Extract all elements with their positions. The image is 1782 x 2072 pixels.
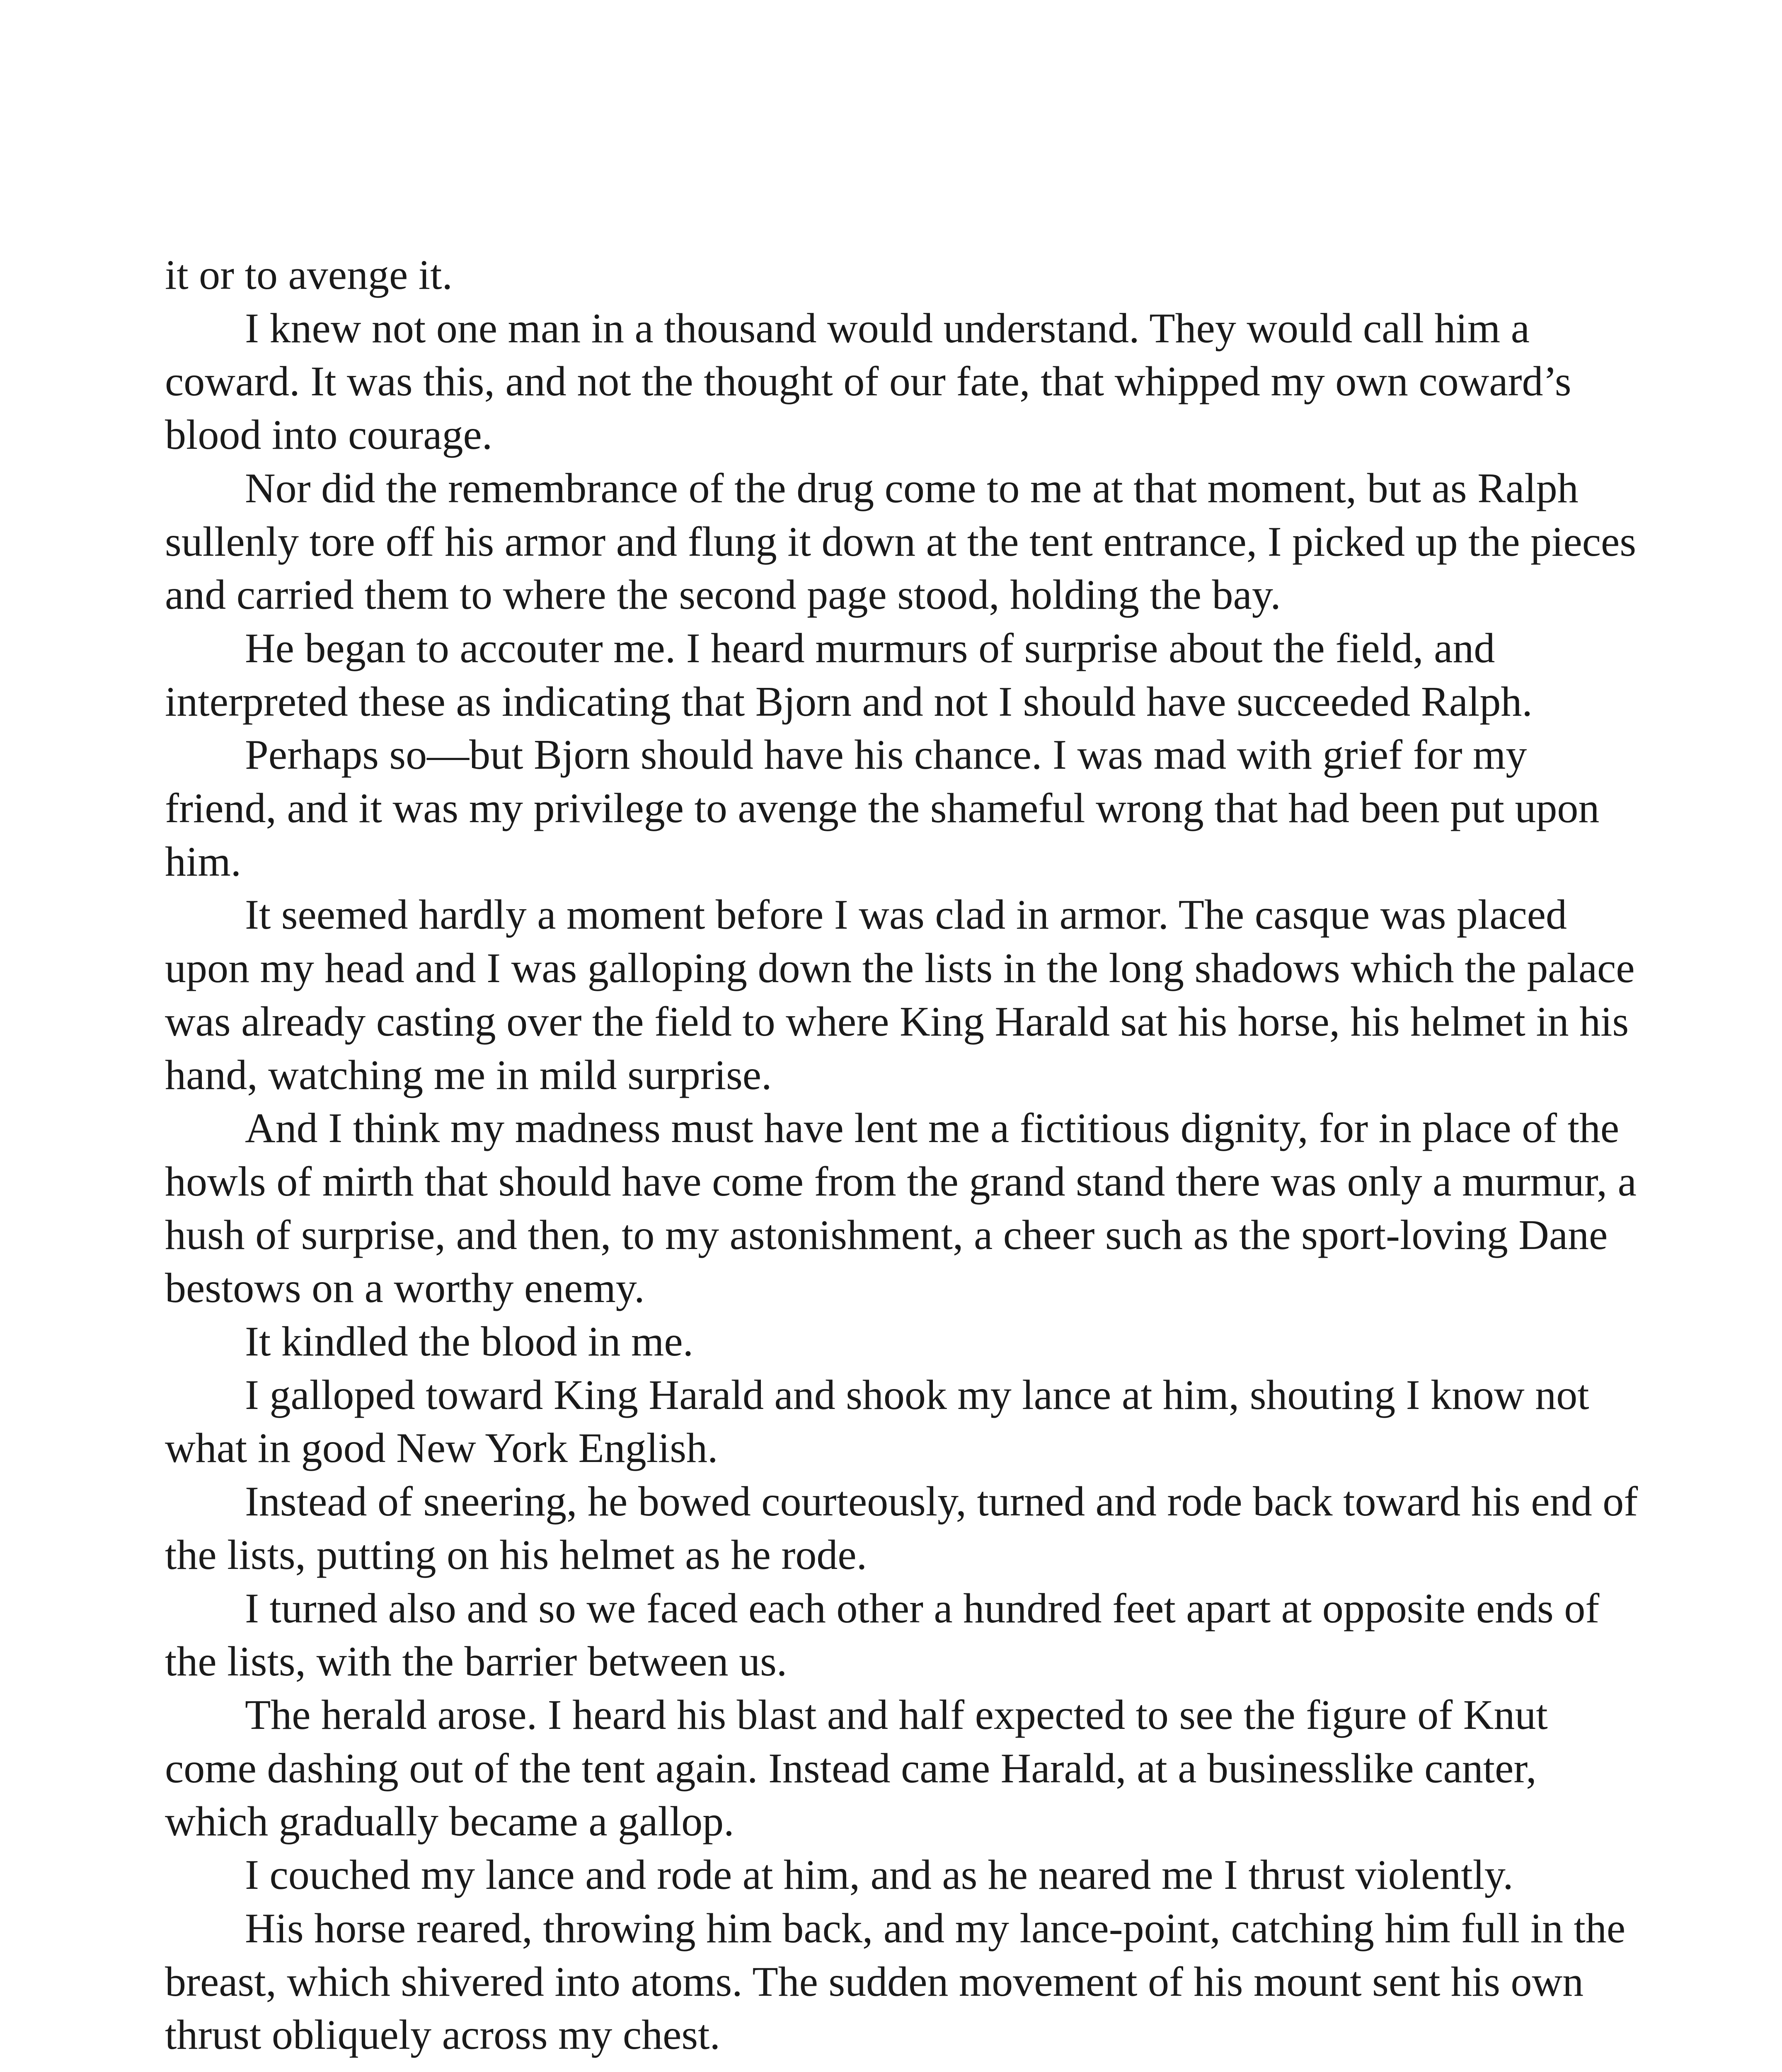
paragraph: His horse reared, throwing him back, and my lance-point, catching him full in the breast, which shivered into atoms. The sudden movement of his mount sent his own thrust obliquely across my chest.: [165, 1905, 1626, 2059]
paragraph: I couched my lance and rode at him, and as he neared me I thrust violently.: [245, 1852, 1513, 1899]
paragraph: Instead of sneering, he bowed courteously, turned and rode back toward his end of the lists, putting on his helmet as he rode.: [165, 1478, 1638, 1578]
paragraph: And I think my madness must have lent me a fictitious dignity, for in place of the howls of mirth that should have come from the grand stand there was only a murmur, a hush of surprise, and then, to my astonishment, a cheer such as the sport-loving Dane bestows on a worthy enemy.: [165, 1105, 1637, 1312]
paragraph: It kindled the blood in me.: [245, 1318, 694, 1365]
paragraph: He began to accouter me. I heard murmurs of surprise about the field, and interpreted these as indicating that Bjorn and not I should have succeeded Ralph.: [165, 625, 1533, 725]
paragraph: Perhaps so—but Bjorn should have his chance. I was mad with grief for my friend, and it was my privilege to avenge the shameful wrong that had been put upon him.: [165, 731, 1600, 885]
paragraph: it or to avenge it.: [165, 252, 453, 298]
paragraph: I turned also and so we faced each other a hundred feet apart at opposite ends of the lists, with the barrier between us.: [165, 1585, 1600, 1685]
paragraph: Nor did the remembrance of the drug come to me at that moment, but as Ralph sullenly tore off his armor and flung it down at the tent entrance, I picked up the pieces and carried them to where the second page stood, holding the bay.: [165, 465, 1637, 619]
paragraph: I galloped toward King Harald and shook my lance at him, shouting I know not what in good New York English.: [165, 1371, 1589, 1472]
paragraph: I knew not one man in a thousand would understand. They would call him a coward. It was this, and not the thought of our fate, that whipped my own coward’s blood into courage.: [165, 305, 1571, 459]
paragraph: The herald arose. I heard his blast and half expected to see the figure of Knut come dashing out of the tent again. Instead came Harald, at a businesslike canter, which gradually became a gallop.: [165, 1691, 1548, 1845]
body-text: [165, 249, 1640, 2062]
paragraph: It seemed hardly a moment before I was clad in armor. The casque was placed upon my head and I was galloping down the lists in the long shadows which the palace was already casting over the field to where King Harald sat his horse, his helmet in his hand, watching me in mild surprise.: [165, 891, 1635, 1099]
